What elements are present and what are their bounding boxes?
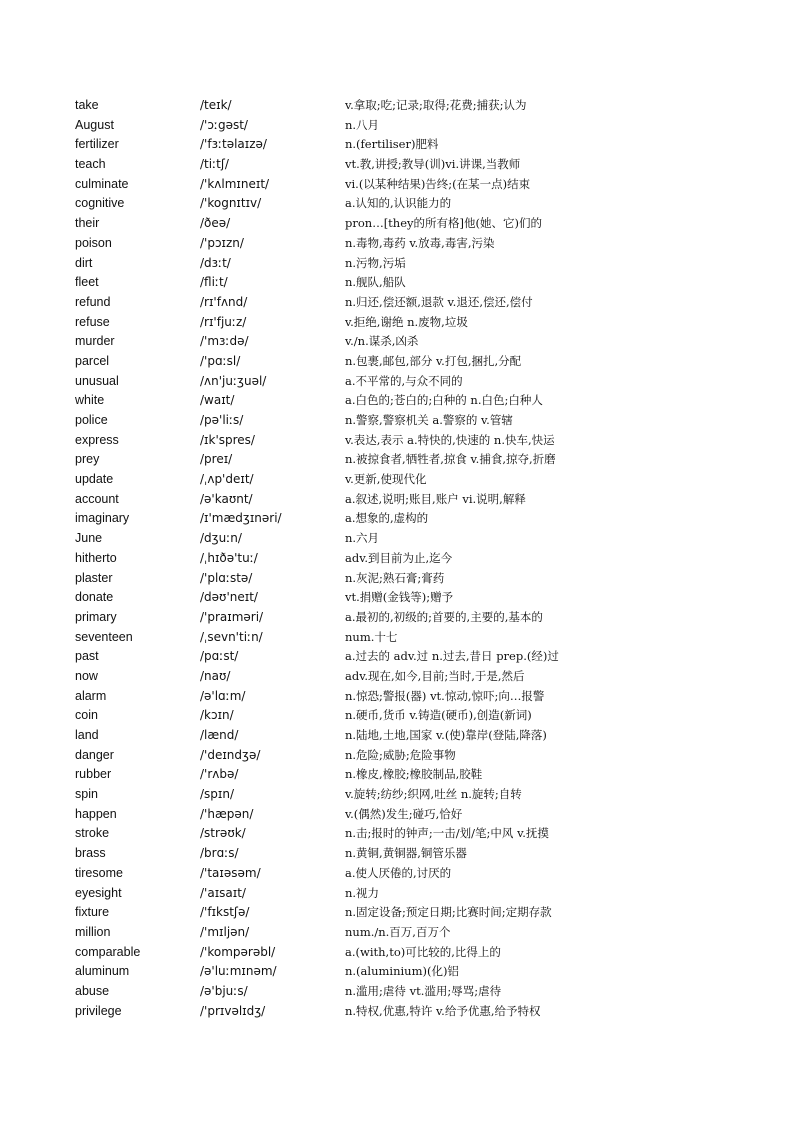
vocab-row <box>0 903 800 923</box>
vocab-phonetic: /'praɪməri/ <box>200 609 264 624</box>
vocab-definition: n.舰队,船队 <box>345 275 406 290</box>
vocab-phonetic: /ə'lɑːm/ <box>200 688 246 703</box>
vocab-row <box>0 450 800 470</box>
vocab-word: alarm <box>75 688 107 703</box>
vocab-word: land <box>75 728 99 742</box>
vocab-word: comparable <box>75 944 141 959</box>
vocab-definition: n.危险;威胁;危险事物 <box>345 747 456 762</box>
vocab-row <box>0 588 800 608</box>
vocab-word: plaster <box>75 570 113 585</box>
vocab-word: rubber <box>75 767 112 782</box>
vocab-word: prey <box>75 452 100 467</box>
vocab-phonetic: /rɪ'fjuːz/ <box>200 314 247 329</box>
vocab-definition: adv.现在,如今,目前;当时,于是,然后 <box>345 668 525 683</box>
vocab-phonetic: /waɪt/ <box>200 393 235 408</box>
vocab-phonetic: /pɑːst/ <box>200 649 239 664</box>
vocab-phonetic: /ɪ'mædʒɪnəri/ <box>200 511 282 526</box>
vocab-word: coin <box>75 708 98 723</box>
vocab-row <box>0 962 800 982</box>
vocab-definition: n.六月 <box>345 531 380 546</box>
vocab-row <box>0 824 800 844</box>
vocab-phonetic: /kɔɪn/ <box>200 708 234 723</box>
vocab-phonetic: /ə'kaʊnt/ <box>200 491 253 506</box>
vocab-row <box>0 844 800 864</box>
vocab-phonetic: /tiːtʃ/ <box>200 157 229 172</box>
vocab-phonetic: /spɪn/ <box>200 787 235 802</box>
vocab-phonetic: /'pɔɪzn/ <box>200 235 244 250</box>
vocab-row <box>0 431 800 451</box>
vocab-row <box>0 687 800 707</box>
vocab-phonetic: /'fɪkstʃə/ <box>200 905 250 920</box>
vocab-definition: vi.(以某种结果)告终;(在某一点)结束 <box>345 176 531 191</box>
vocab-definition: n.橡皮,橡胶;橡胶制品,胶鞋 <box>345 767 483 782</box>
vocab-row <box>0 647 800 667</box>
vocab-phonetic: /brɑːs/ <box>200 846 239 861</box>
vocab-definition: a.叙述,说明;账目,账户 vi.说明,解释 <box>345 491 526 506</box>
vocab-word: danger <box>75 747 114 762</box>
vocab-definition: n.灰泥;熟石膏;膏药 <box>345 570 445 585</box>
vocab-phonetic: /preɪ/ <box>200 452 233 467</box>
vocab-word: happen <box>75 806 117 821</box>
vocab-word: August <box>75 117 114 132</box>
vocab-row <box>0 569 800 589</box>
vocab-phonetic: /fliːt/ <box>200 275 228 290</box>
vocab-definition: n.惊恐;警报(器) vt.惊动,惊吓;向…报警 <box>345 688 545 703</box>
vocab-row <box>0 628 800 648</box>
vocab-row <box>0 509 800 529</box>
vocab-definition: n.硬币,货币 v.铸造(硬币),创造(新词) <box>345 708 532 723</box>
vocab-definition: v./n.谋杀,凶杀 <box>345 334 419 349</box>
vocab-phonetic: /'taɪəsəm/ <box>200 865 261 880</box>
vocab-word: donate <box>75 590 114 605</box>
vocab-word: account <box>75 491 119 506</box>
vocab-word: police <box>75 413 108 427</box>
vocab-phonetic: /'pɑːsl/ <box>200 353 241 368</box>
vocab-phonetic: /'fɜːtəlaɪzə/ <box>200 137 267 152</box>
vocab-phonetic: /dəʊ'neɪt/ <box>200 590 258 605</box>
vocab-word: refuse <box>75 314 110 329</box>
vocab-row <box>0 529 800 549</box>
vocab-phonetic: /strəʊk/ <box>200 826 246 841</box>
vocab-definition: a.认知的,认识能力的 <box>345 196 452 211</box>
vocab-word: express <box>75 432 119 447</box>
vocab-definition: vt.捐赠(金钱等);赠予 <box>345 590 454 605</box>
vocab-phonetic: /'prɪvəlɪdʒ/ <box>200 1003 266 1018</box>
vocab-phonetic: /dʒuːn/ <box>200 531 242 546</box>
vocab-phonetic: /ɪk'spres/ <box>200 432 255 447</box>
vocab-definition: num.十七 <box>345 629 398 644</box>
vocab-word: million <box>75 924 111 939</box>
vocab-word: spin <box>75 787 98 802</box>
vocab-row <box>0 982 800 1002</box>
vocab-definition: a.使人厌倦的,讨厌的 <box>345 865 452 880</box>
vocab-phonetic: /teɪk/ <box>200 98 232 112</box>
vocab-word: cognitive <box>75 196 125 211</box>
vocab-phonetic: /'deɪndʒə/ <box>200 747 261 762</box>
vocab-word: teach <box>75 157 106 172</box>
vocab-phonetic: /'ɔːgəst/ <box>200 117 248 132</box>
vocab-phonetic: /ə'bjuːs/ <box>200 983 248 998</box>
vocab-phonetic: /naʊ/ <box>200 668 231 683</box>
vocab-row <box>0 372 800 392</box>
vocab-definition: n.警察,警察机关 a.警察的 v.管辖 <box>345 413 513 427</box>
vocab-definition: n.击;报时的钟声;一击/划/笔;中风 v.抚摸 <box>345 826 549 841</box>
vocab-row <box>0 667 800 687</box>
vocab-definition: pron…[they的所有格]他(她、它)们的 <box>345 216 542 231</box>
vocab-row <box>0 352 800 372</box>
vocab-word: aluminum <box>75 964 130 979</box>
vocab-definition: v.旋转;纺纱;织网,吐丝 n.旋转;自转 <box>345 787 522 802</box>
vocab-definition: n.被掠食者,牺牲者,掠食 v.捕食,掠夺,折磨 <box>345 452 556 467</box>
vocab-definition: n.包裹,邮包,部分 v.打包,捆扎,分配 <box>345 353 522 368</box>
vocab-phonetic: /ə'luːmɪnəm/ <box>200 964 277 979</box>
vocab-definition: n.归还,偿还额,退款 v.退还,偿还,偿付 <box>345 294 533 309</box>
vocab-definition: num./n.百万,百万个 <box>345 924 451 939</box>
vocab-definition: n.八月 <box>345 117 380 132</box>
vocab-word: eyesight <box>75 885 122 900</box>
vocab-definition: v.拿取;吃;记录;取得;花费;捕获;认为 <box>345 98 527 112</box>
vocab-row <box>0 411 800 431</box>
vocab-phonetic: /dɜːt/ <box>200 255 231 270</box>
vocab-row <box>0 214 800 234</box>
vocab-definition: vt.教,讲授;教导(训)vi.讲课,当教师 <box>345 157 521 172</box>
vocab-row <box>0 785 800 805</box>
vocab-definition: a.(with,to)可比较的,比得上的 <box>345 944 501 959</box>
vocab-word: update <box>75 472 114 487</box>
vocab-row <box>0 332 800 352</box>
vocab-row <box>0 608 800 628</box>
vocab-row <box>0 391 800 411</box>
vocab-definition: n.污物,污垢 <box>345 255 406 270</box>
vocab-row <box>0 273 800 293</box>
vocab-row <box>0 765 800 785</box>
vocab-phonetic: /'kʌlmɪneɪt/ <box>200 176 270 191</box>
vocab-definition: a.不平常的,与众不同的 <box>345 373 463 388</box>
vocab-phonetic: /'plɑːstə/ <box>200 570 253 585</box>
vocab-definition: n.(fertiliser)肥料 <box>345 137 439 152</box>
vocab-word: June <box>75 531 103 546</box>
vocab-word: murder <box>75 334 115 349</box>
vocab-phonetic: /ˌsevn'tiːn/ <box>200 629 263 644</box>
vocab-row <box>0 549 800 569</box>
vocab-row <box>0 726 800 746</box>
vocab-word: stroke <box>75 826 110 841</box>
vocab-word: culminate <box>75 176 129 191</box>
vocab-row <box>0 864 800 884</box>
vocab-word: past <box>75 649 99 664</box>
vocab-word: primary <box>75 609 117 624</box>
vocab-phonetic: /'kognɪtɪv/ <box>200 196 262 211</box>
vocab-word: abuse <box>75 983 110 998</box>
vocab-word: refund <box>75 294 111 309</box>
vocab-row <box>0 943 800 963</box>
vocab-phonetic: /ˌhɪðə'tuː/ <box>200 550 258 565</box>
vocab-word: parcel <box>75 353 110 368</box>
vocab-definition: n.固定设备;预定日期;比赛时间;定期存款 <box>345 905 552 920</box>
vocab-definition: n.特权,优惠,特许 v.给予优惠,给予特权 <box>345 1003 541 1018</box>
vocab-definition: n.滥用;虐待 vt.滥用;辱骂;虐待 <box>345 983 502 998</box>
vocab-row <box>0 490 800 510</box>
vocab-definition: a.过去的 adv.过 n.过去,昔日 prep.(经)过 <box>345 649 559 664</box>
vocab-phonetic: /'mɪljən/ <box>200 924 250 939</box>
vocab-phonetic: /pə'liːs/ <box>200 413 244 427</box>
vocab-phonetic: /ðeə/ <box>200 216 231 231</box>
vocab-row <box>0 293 800 313</box>
vocab-row <box>0 194 800 214</box>
vocab-word: unusual <box>75 373 119 388</box>
vocab-word: white <box>75 393 105 408</box>
vocab-definition: a.想象的,虚构的 <box>345 511 429 526</box>
vocab-row <box>0 1002 800 1022</box>
vocab-row <box>0 116 800 136</box>
vocab-definition: n.毒物,毒药 v.放毒,毒害,污染 <box>345 235 495 250</box>
vocab-row <box>0 884 800 904</box>
vocab-word: now <box>75 668 98 683</box>
vocab-word: tiresome <box>75 865 123 880</box>
vocab-word: fleet <box>75 275 99 290</box>
vocab-word: fertilizer <box>75 137 119 152</box>
vocab-word: their <box>75 216 100 231</box>
vocab-definition: v.更新,使现代化 <box>345 472 427 487</box>
vocab-definition: n.陆地,土地,国家 v.(使)靠岸(登陆,降落) <box>345 728 547 742</box>
vocab-definition: n.(aluminium)(化)铝 <box>345 964 459 979</box>
vocab-row <box>0 923 800 943</box>
vocab-definition: a.最初的,初级的;首要的,主要的,基本的 <box>345 609 543 624</box>
vocab-definition: adv.到目前为止,迄今 <box>345 550 453 565</box>
vocab-phonetic: /'rʌbə/ <box>200 767 239 782</box>
vocab-row <box>0 175 800 195</box>
vocab-definition: v.(偶然)发生;碰巧,恰好 <box>345 806 463 821</box>
vocab-word: dirt <box>75 255 93 270</box>
vocab-row <box>0 234 800 254</box>
vocab-word: privilege <box>75 1003 122 1018</box>
vocab-phonetic: /ˌʌp'deɪt/ <box>200 472 254 487</box>
vocab-row <box>0 805 800 825</box>
vocab-word: poison <box>75 235 112 250</box>
vocab-word: take <box>75 98 99 112</box>
vocab-definition: n.黄铜,黄铜器,铜管乐器 <box>345 846 467 861</box>
vocab-phonetic: /'mɜːdə/ <box>200 334 249 349</box>
vocab-word: imaginary <box>75 511 130 526</box>
vocab-row <box>0 135 800 155</box>
vocab-definition: n.视力 <box>345 885 380 900</box>
vocab-phonetic: /ʌn'juːʒuəl/ <box>200 373 267 388</box>
vocab-row <box>0 746 800 766</box>
vocab-word: seventeen <box>75 629 133 644</box>
vocab-phonetic: /'kompərəbl/ <box>200 944 276 959</box>
vocab-definition: v.表达,表示 a.特快的,快速的 n.快车,快运 <box>345 432 555 447</box>
vocab-phonetic: /lænd/ <box>200 728 239 742</box>
vocab-definition: v.拒绝,谢绝 n.废物,垃圾 <box>345 314 468 329</box>
vocab-word: fixture <box>75 905 110 920</box>
vocabulary-list <box>0 96 800 1021</box>
vocab-row <box>0 155 800 175</box>
vocab-row <box>0 254 800 274</box>
vocab-row <box>0 313 800 333</box>
vocab-row <box>0 470 800 490</box>
vocab-word: hitherto <box>75 550 117 565</box>
vocab-phonetic: /rɪ'fʌnd/ <box>200 294 248 309</box>
vocab-phonetic: /'hæpən/ <box>200 806 254 821</box>
vocab-word: brass <box>75 846 106 861</box>
vocab-definition: a.白色的;苍白的;白种的 n.白色;白种人 <box>345 393 543 408</box>
vocab-phonetic: /'aɪsaɪt/ <box>200 885 246 900</box>
vocab-row <box>0 706 800 726</box>
vocab-row <box>0 96 800 116</box>
